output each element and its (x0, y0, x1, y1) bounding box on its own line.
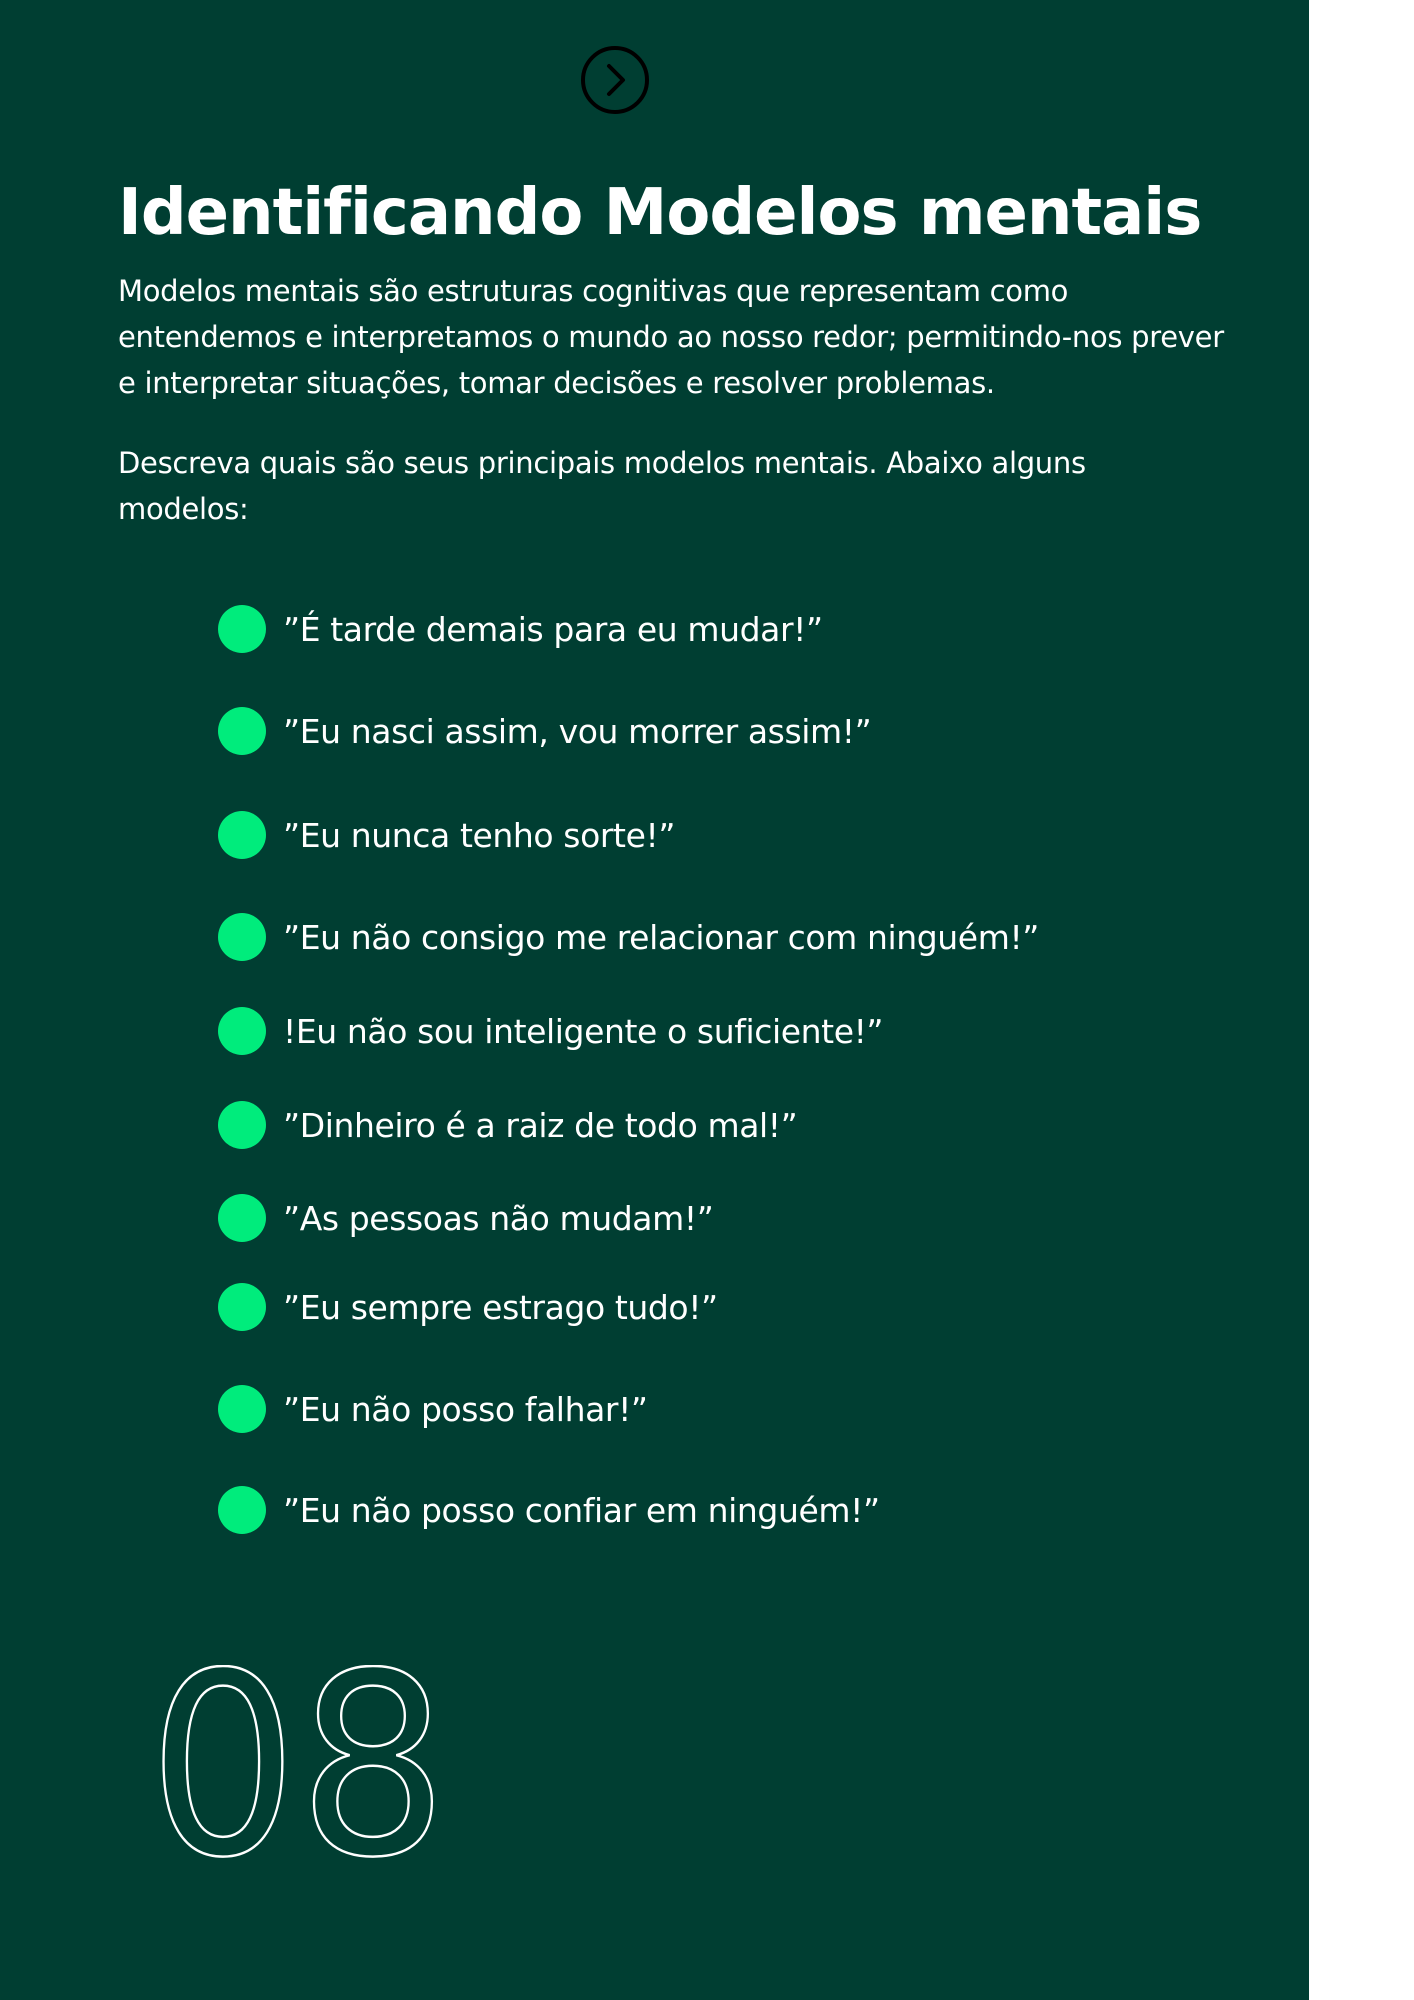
intro-paragraph: Modelos mentais são estruturas cognitivas que representam como entendemos e interpretamos o mundo ao nosso redor; permitindo-nos prever e interpretar situações, tomar decisões e resolver problemas. (118, 274, 1224, 400)
instruction-paragraph: Descreva quais são seus principais modelos mentais. Abaixo alguns modelos: (118, 446, 1086, 526)
page-title: Identificando Modelos mentais (118, 176, 1202, 250)
next-page-button[interactable] (580, 45, 650, 115)
bullet-dot-icon (218, 605, 266, 653)
bullet-dot-icon (218, 811, 266, 859)
list-item (218, 1100, 797, 1150)
list-item (218, 810, 675, 860)
list-item-text: ”Eu não posso confiar em ninguém!” (283, 1490, 880, 1530)
list-item-text: ”Eu não posso falhar!” (283, 1389, 648, 1429)
list-item (218, 604, 823, 654)
list-item-text: ”Eu sempre estrago tudo!” (283, 1287, 718, 1327)
list-item (218, 1384, 648, 1434)
list-item-text: ”Eu não consigo me relacionar com ninguém!” (283, 917, 1039, 957)
list-item-text: !Eu não sou inteligente o suficiente!” (283, 1011, 884, 1051)
page-number-text: 08 (148, 1665, 448, 1865)
list-item (218, 1006, 883, 1056)
list-item-text: ”As pessoas não mudam!” (283, 1198, 714, 1238)
list-item (218, 1193, 713, 1243)
list-item-text: ”Dinheiro é a raiz de todo mal!” (283, 1105, 798, 1145)
list-item-text: ”Eu nasci assim, vou morrer assim!” (283, 711, 872, 751)
list-item (218, 1282, 718, 1332)
list-item (218, 706, 871, 756)
bullet-dot-icon (218, 913, 266, 961)
bullet-dot-icon (218, 1486, 266, 1534)
list-item-text: ”É tarde demais para eu mudar!” (283, 609, 823, 649)
bullet-dot-icon (218, 1101, 266, 1149)
list-item (218, 1485, 880, 1535)
chevron-right-circle-icon (583, 48, 647, 112)
bullet-dot-icon (218, 707, 266, 755)
page-number (148, 1665, 468, 1865)
bullet-dot-icon (218, 1194, 266, 1242)
list-item-text: ”Eu nunca tenho sorte!” (283, 815, 676, 855)
bullet-dot-icon (218, 1385, 266, 1433)
list-item (218, 912, 1039, 962)
bullet-dot-icon (218, 1283, 266, 1331)
bullet-dot-icon (218, 1007, 266, 1055)
